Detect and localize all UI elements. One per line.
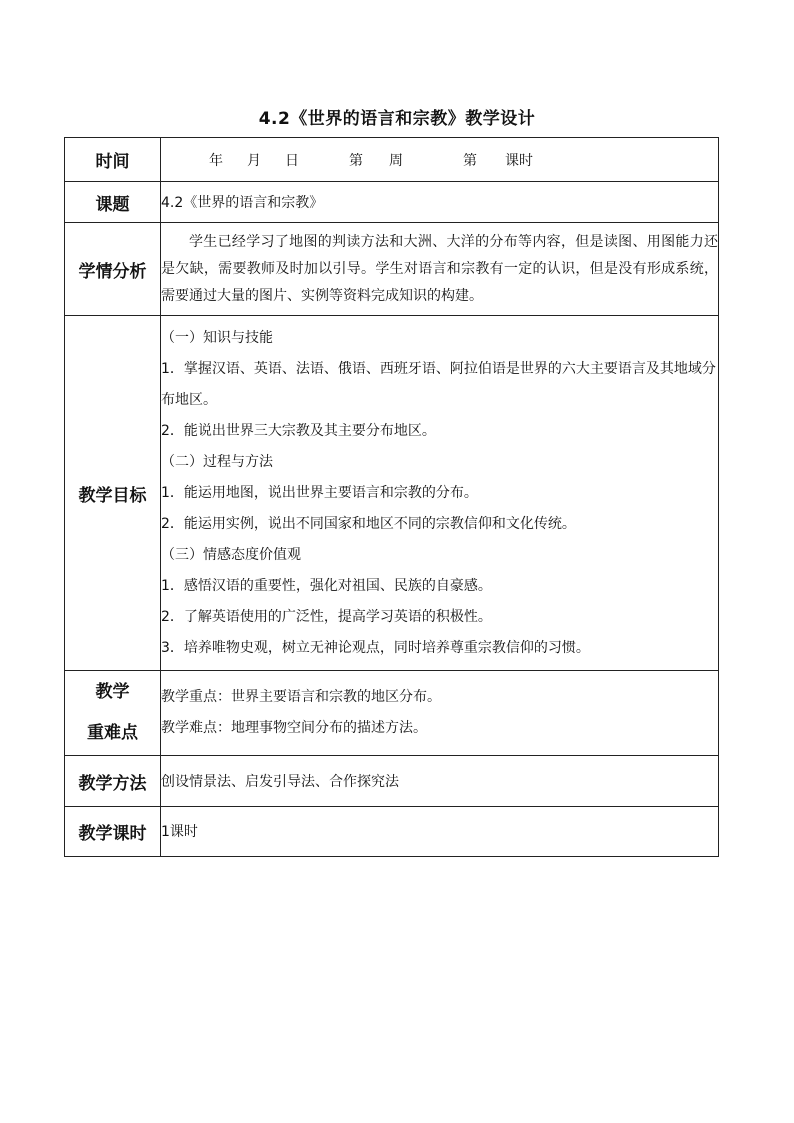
- time-value: [161, 138, 719, 182]
- keypoints-value: [161, 671, 719, 756]
- goal-heading-knowledge: （一）知识与技能: [161, 329, 273, 346]
- method-value: 创设情景法、启发引导法、合作探究法: [161, 756, 719, 807]
- keypoints-label-line2: 重难点: [87, 723, 138, 743]
- topic-row: [65, 182, 719, 223]
- hours-label: 教学课时: [65, 807, 161, 857]
- goal-item: 2．能说出世界三大宗教及其主要分布地区。: [161, 422, 436, 439]
- lesson-plan-table: [64, 137, 719, 857]
- keypoints-row: [65, 671, 719, 756]
- time-label: 时间: [65, 138, 161, 182]
- analysis-label: 学情分析: [65, 223, 161, 316]
- time-row: [65, 138, 719, 182]
- method-row: [65, 756, 719, 807]
- week-text: 周: [389, 152, 403, 169]
- goal-heading-attitude: （三）情感态度价值观: [161, 546, 301, 563]
- keypoints-label-line1: 教学: [95, 682, 130, 702]
- topic-value: 4.2《世界的语言和宗教》: [161, 182, 719, 223]
- keypoint-focus: 教学重点：世界主要语言和宗教的地区分布。: [161, 689, 441, 705]
- goal-item: 1．感悟汉语的重要性，强化对祖国、民族的自豪感。: [161, 577, 492, 594]
- analysis-value: [161, 223, 719, 316]
- goals-value: [161, 316, 719, 671]
- analysis-row: [65, 223, 719, 316]
- goal-item: 2．能运用实例，说出不同国家和地区不同的宗教信仰和文化传统。: [161, 515, 576, 532]
- goal-item: 3．培养唯物史观，树立无神论观点，同时培养尊重宗教信仰的习惯。: [161, 639, 590, 656]
- analysis-text: 学生已经学习了地图的判读方法和大洲、大洋的分布等内容，但是读图、用图能力还是欠缺，需要教师及时加以引导。学生对语言和宗教有一定的认识，但是没有形成系统，需要通过大量的图片、实例等资料完成知识的构建。: [161, 233, 718, 304]
- goal-item: 1．能运用地图，说出世界主要语言和宗教的分布。: [161, 484, 478, 501]
- method-label: 教学方法: [65, 756, 161, 807]
- lesson-text: 课时: [505, 152, 533, 169]
- week-di-text: 第: [349, 152, 363, 169]
- hours-value: [161, 807, 719, 857]
- goal-heading-process: （二）过程与方法: [161, 453, 273, 470]
- lesson-di-text: 第: [463, 152, 477, 169]
- hours-text: 1课时: [161, 824, 198, 840]
- goal-item: 1．掌握汉语、英语、法语、俄语、西班牙语、阿拉伯语是世界的六大主要语言及其地域分布地区。: [161, 360, 716, 408]
- goal-item: 2．了解英语使用的广泛性，提高学习英语的积极性。: [161, 608, 492, 625]
- day-text: 日: [285, 152, 299, 169]
- goals-label: 教学目标: [65, 316, 161, 671]
- keypoint-difficulty: 教学难点：地理事物空间分布的描述方法。: [161, 720, 427, 736]
- keypoints-label: [65, 671, 161, 756]
- goals-row: [65, 316, 719, 671]
- month-text: 月: [247, 152, 261, 169]
- topic-label: 课题: [65, 182, 161, 223]
- hours-row: [65, 807, 719, 857]
- year-text: 年: [209, 152, 223, 169]
- document-title: 4.2《世界的语言和宗教》教学设计: [258, 109, 536, 129]
